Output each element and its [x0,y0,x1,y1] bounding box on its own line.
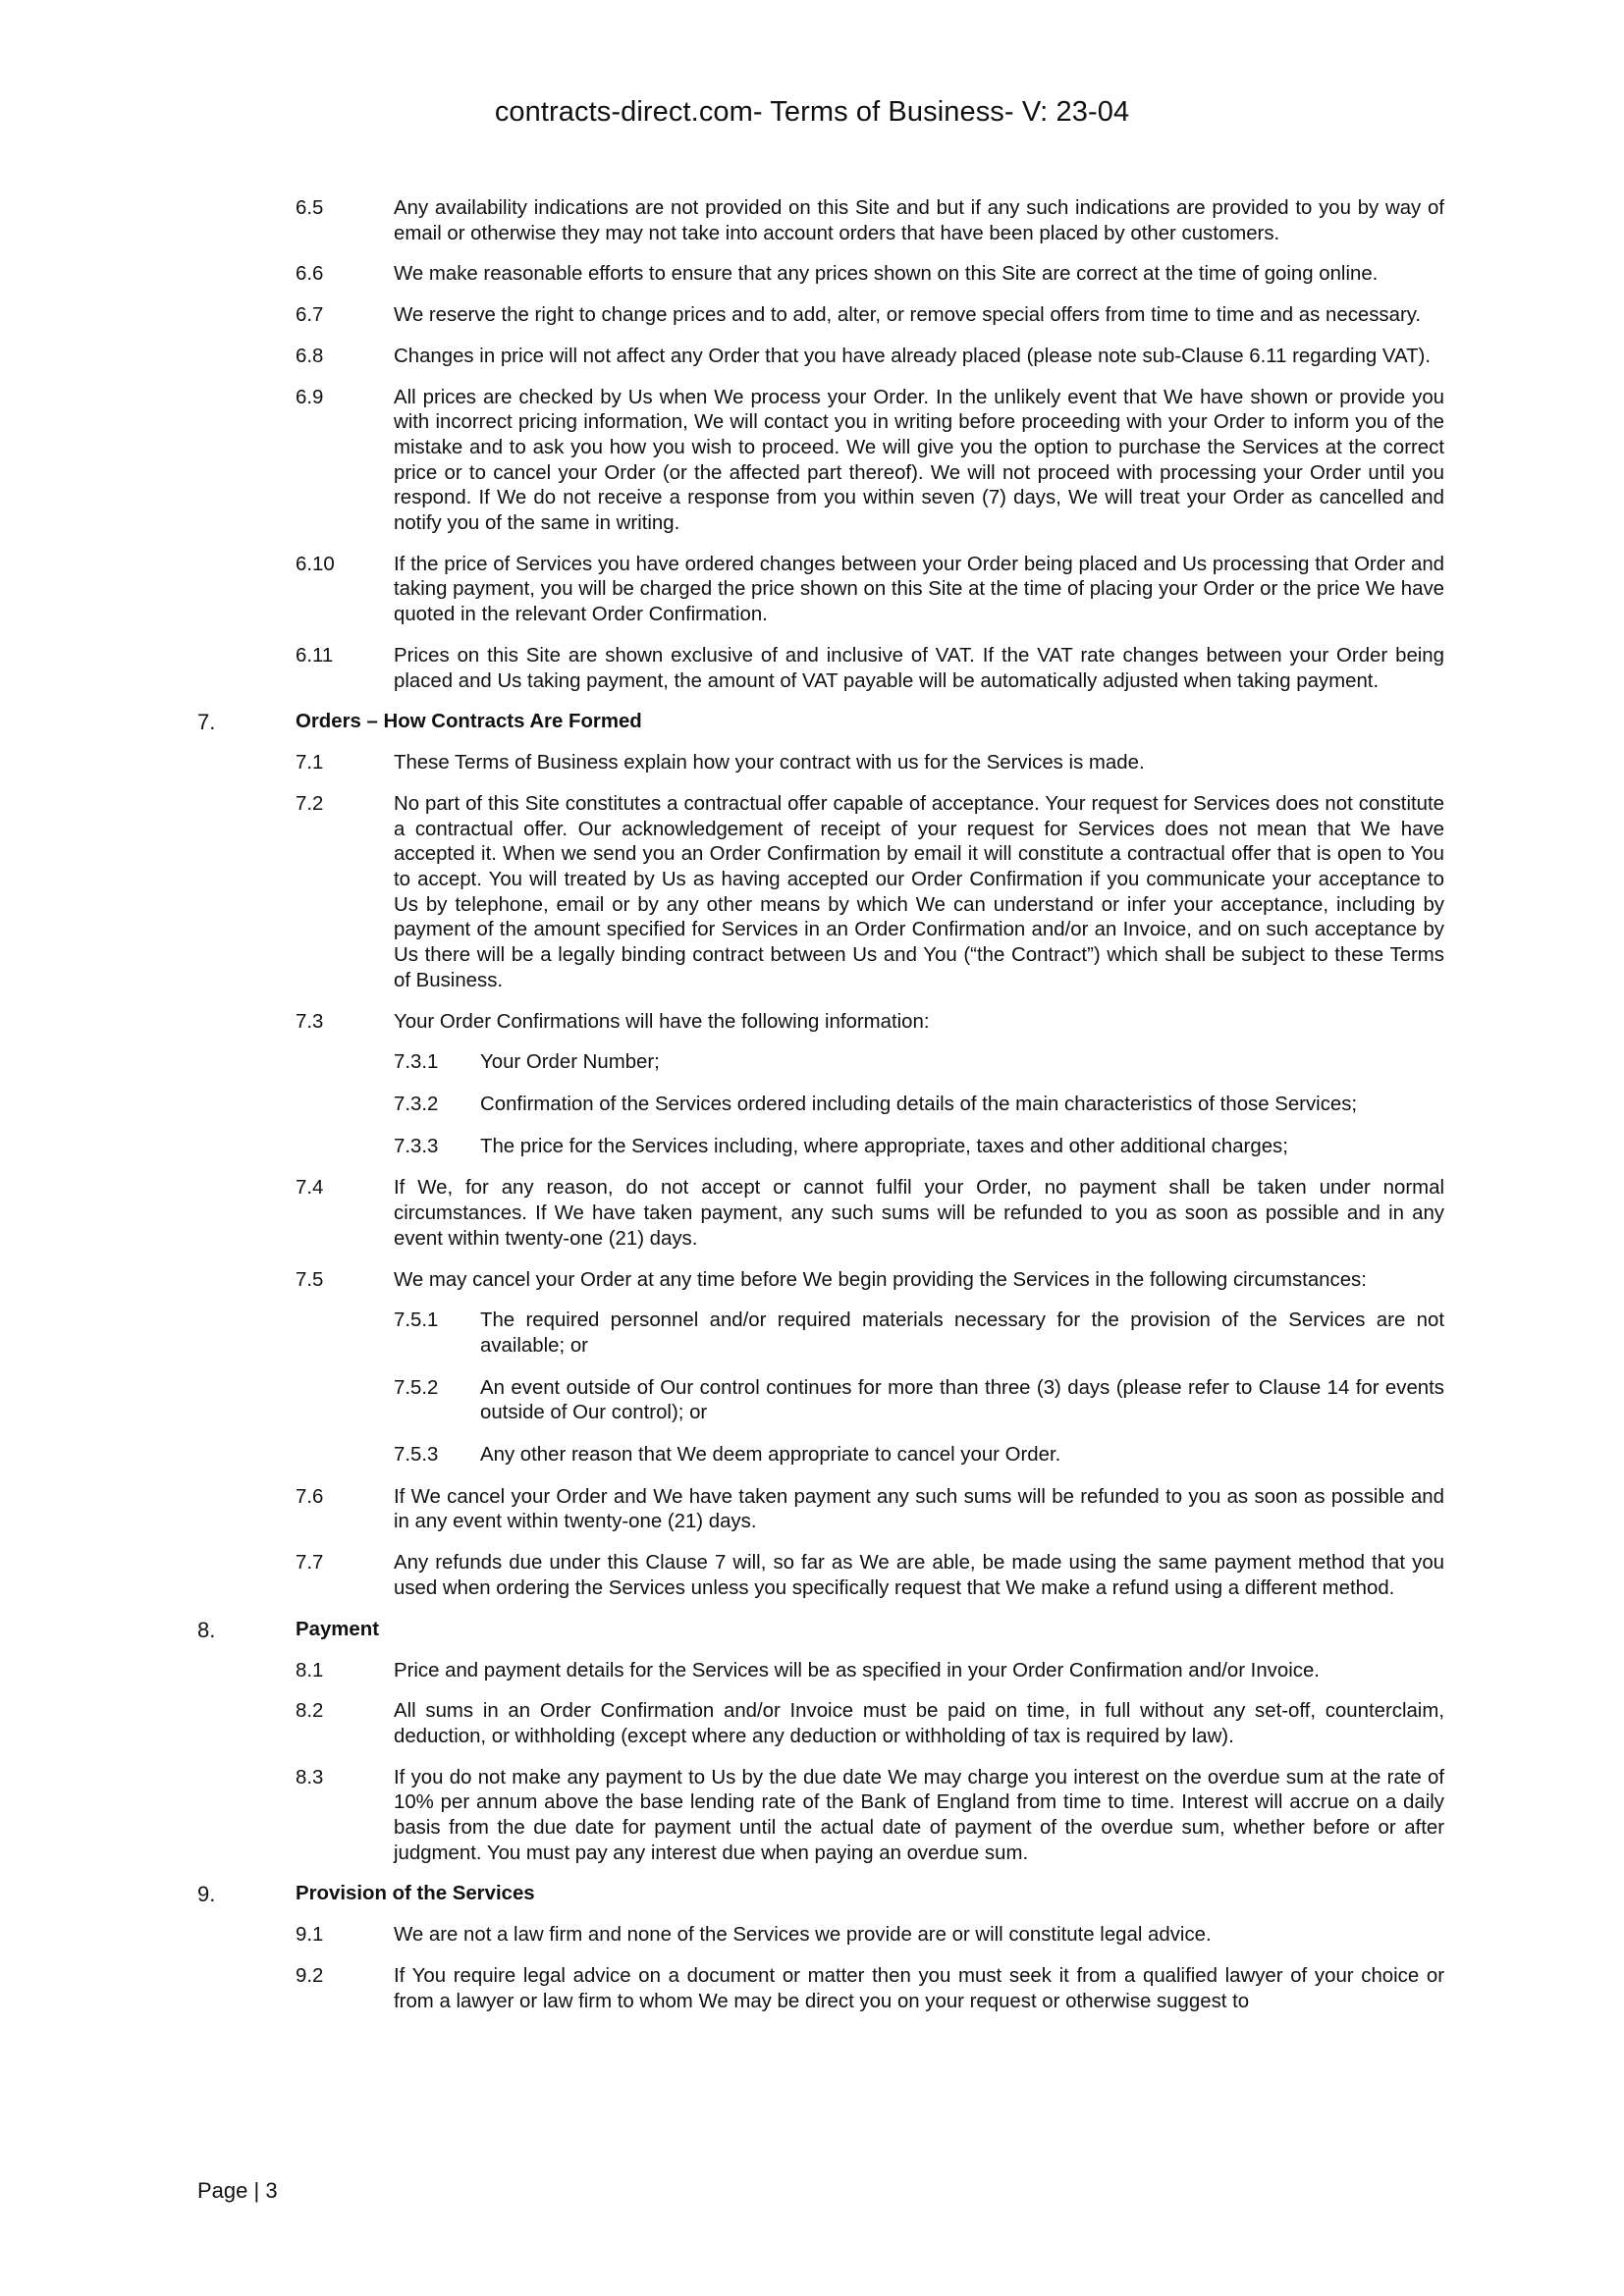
sub-clause [0,1050,1624,1076]
section-number: 8. [197,1617,216,1642]
clause-text: Any other reason that We deem appropriate to cancel your Order. [480,1444,1061,1467]
clause-number: 7.6 [296,1485,324,1508]
clause-text: If the price of Services you have ordered changes between your Order being placed and Us processing that Order and taking payment, you will be charged the price shown on this Site at the time of placing your Order or the price We have quoted in the relevant Order Confirmation. [394,553,1444,626]
clause-number: 9.1 [296,1924,324,1947]
clause-text: We reserve the right to change prices and to add, alter, or remove special offers from time to time and as necessary. [394,304,1422,327]
clause-number: 6.9 [296,386,324,408]
section-title: Payment [296,1618,379,1640]
clause-number: 7.3.3 [394,1135,439,1157]
clause-text: Your Order Confirmations will have the following information: [394,1010,930,1033]
clause-text: The required personnel and/or required materials necessary for the provision of the Services are not available; or [480,1309,1444,1357]
clause-number: 6.11 [296,644,334,667]
clause-number: 6.5 [296,197,324,219]
page-number: Page | 3 [197,2178,278,2203]
clause-number: 7.4 [296,1177,324,1200]
clause-number: 7.1 [296,752,324,774]
clause-number: 7.5.2 [394,1376,439,1399]
sub-clause [0,1135,1624,1160]
clause [0,751,1624,776]
clause-text: The price for the Services including, where appropriate, taxes and other additional charges; [480,1135,1288,1157]
clause-number: 7.3.2 [394,1093,439,1115]
sub-clause [0,1308,1624,1359]
section-heading [0,1882,1624,1907]
clause [0,303,1624,329]
clause [0,1923,1624,1949]
clause-number: 9.2 [296,1965,324,1988]
document-body [0,196,1624,2031]
clause-text: Any availability indications are not provided on this Site and but if any such indications are provided to you by way of email or otherwise they may not take into account orders that have been placed by other customers. [394,197,1444,244]
clause [0,1659,1624,1684]
section-heading [0,1618,1624,1643]
clause [0,196,1624,246]
clause-text: Your Order Number; [480,1051,660,1074]
clause-text: If you do not make any payment to Us by the due date We may charge you interest on the overdue sum at the rate of 10% per annum above the base lending rate of the Bank of England from time to time. Interest will accrue on a daily basis from the due date for payment until the actual date of payment of the overdue sum, whether before or after judgment. You must pay any interest due when paying an overdue sum. [394,1766,1444,1864]
clause-number: 8.2 [296,1700,324,1723]
clause-text: An event outside of Our control continues for more than three (3) days (please refer to Clause 14 for events outside of Our control); or [480,1376,1444,1424]
clause-number: 6.10 [296,553,335,575]
clause-text: We make reasonable efforts to ensure that any prices shown on this Site are correct at the time of going online. [394,263,1379,286]
section-heading [0,710,1624,735]
clause [0,553,1624,628]
clause-number: 7.3.1 [394,1051,439,1074]
clause [0,1485,1624,1535]
clause-text: We are not a law firm and none of the Services we provide are or will constitute legal advice. [394,1924,1212,1947]
clause-text: Prices on this Site are shown exclusive of and inclusive of VAT. If the VAT rate changes between your Order being placed and Us taking payment, the amount of VAT payable will be automatically adjusted when taking payment. [394,644,1444,692]
clause-number: 6.6 [296,263,324,286]
sub-clause [0,1443,1624,1468]
clause-number: 7.5.3 [394,1444,439,1467]
section-title: Orders – How Contracts Are Formed [296,711,642,733]
sub-clause [0,1376,1624,1426]
clause [0,792,1624,994]
clause [0,1964,1624,2014]
clause-number: 7.3 [296,1010,324,1033]
sub-clause [0,1093,1624,1118]
clause-text: No part of this Site constitutes a contractual offer capable of acceptance. Your request for Services does not constitute a contractual offer. Our acknowledgement of receipt of your request for Services does not mean that We have accepted it. When we send you an Order Confirmation by email it will constitute a contractual offer that is open to You to accept. You will treated by Us as having accepted our Order Confirmation if you communicate your acceptance to Us by telephone, email or by any other means by which We can understand or infer your acceptance, including by payment of the amount specified for Services in an Order Confirmation and/or an Invoice, and on such acceptance by Us there will be a legally binding contract between Us and You (“the Contract”) which shall be subject to these Terms of Business. [394,792,1444,991]
clause [0,1551,1624,1601]
clause [0,1699,1624,1749]
page-header: contracts-direct.com- Terms of Business- V: 23-04 [494,96,1130,128]
clause [0,1176,1624,1252]
clause-text: If We cancel your Order and We have taken payment any such sums will be refunded to you as soon as possible and in any event within twenty-one (21) days. [394,1485,1444,1533]
clause-number: 7.2 [296,792,324,815]
clause-text: All prices are checked by Us when We process your Order. In the unlikely event that We have shown or provide you with incorrect pricing information, We will contact you in writing before proceeding with your Order to inform you of the mistake and to ask you how you wish to proceed. We will give you the option to purchase the Services at the correct price or to cancel your Order (or the affected part thereof). We will not proceed with processing your Order until you respond. If We do not receive a response from you within seven (7) days, We will treat your Order as cancelled and notify you of the same in writing. [394,386,1444,535]
clause-text: If We, for any reason, do not accept or cannot fulfil your Order, no payment shall be taken under normal circumstances. If We have taken payment, any such sums will be refunded to you as soon as possible and in any event within twenty-one (21) days. [394,1177,1444,1250]
clause-text: Price and payment details for the Services will be as specified in your Order Confirmation and/or Invoice. [394,1659,1320,1682]
clause [0,644,1624,694]
clause-number: 6.8 [296,345,324,367]
clause-text: Changes in price will not affect any Order that you have already placed (please note sub-Clause 6.11 regarding VAT). [394,345,1431,367]
clause-text: We may cancel your Order at any time before We begin providing the Services in the following circumstances: [394,1268,1367,1291]
clause-text: If You require legal advice on a document or matter then you must seek it from a qualified lawyer of your choice or from a lawyer or law firm to whom We may be direct you on your request or otherwise suggest to [394,1965,1444,2012]
clause-text: Confirmation of the Services ordered including details of the main characteristics of those Services; [480,1093,1358,1115]
clause-text: These Terms of Business explain how your contract with us for the Services is made. [394,752,1145,774]
clause-text: All sums in an Order Confirmation and/or Invoice must be paid on time, in full without any set-off, counterclaim, deduction, or withholding (except where any deduction or withholding of tax is required by law). [394,1700,1444,1747]
clause [0,1268,1624,1294]
section-title: Provision of the Services [296,1883,535,1905]
clause [0,1766,1624,1867]
clause [0,1010,1624,1036]
clause-number: 7.5 [296,1268,324,1291]
clause-number: 8.3 [296,1766,324,1789]
clause-text: Any refunds due under this Clause 7 will, so far as We are able, be made using the same payment method that you used when ordering the Services unless you specifically request that We make a refund using a different method. [394,1552,1444,1599]
clause [0,386,1624,537]
clause-number: 6.7 [296,304,324,327]
clause [0,345,1624,370]
clause-number: 8.1 [296,1659,324,1682]
clause-number: 7.5.1 [394,1309,439,1332]
clause [0,262,1624,288]
clause-number: 7.7 [296,1552,324,1575]
section-number: 7. [197,710,216,735]
section-number: 9. [197,1882,216,1907]
